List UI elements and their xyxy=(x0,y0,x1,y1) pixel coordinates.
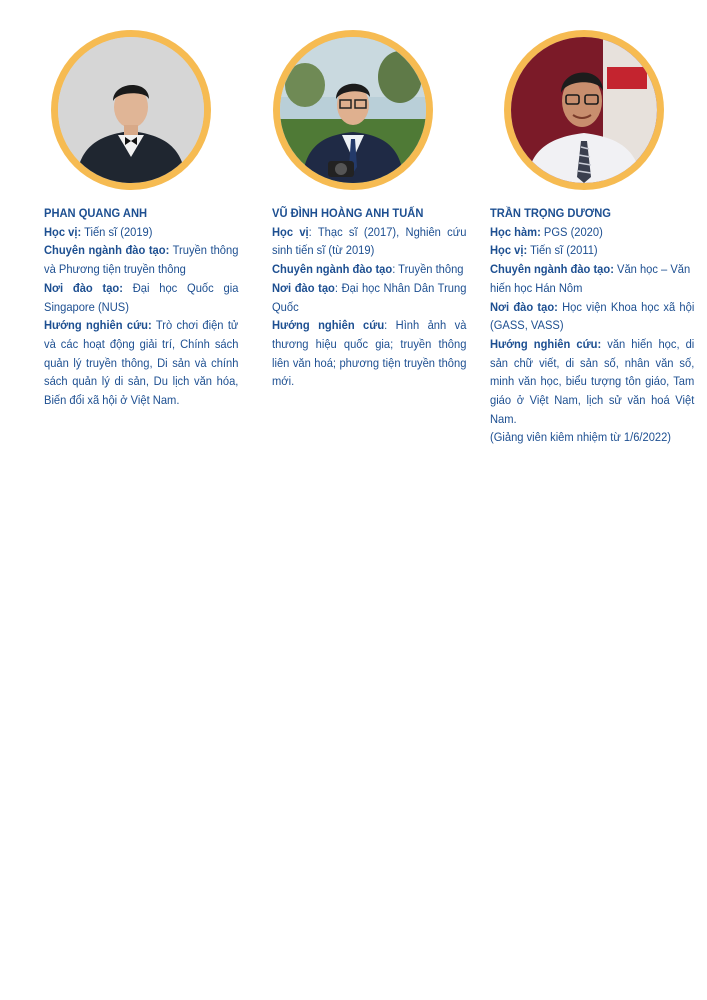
row-value: văn hiến học, di sản chữ viết, di sản số, nhân văn số, minh văn học, biểu tượng tôn giáo, Tam giáo ở Việt Nam, lịch sử văn hoá Việt Nam. xyxy=(490,336,695,426)
row-label: Chuyên ngành đào tạo: xyxy=(44,243,170,258)
person-name: VŨ ĐÌNH HOÀNG ANH TUẤN xyxy=(272,206,424,220)
row-value: Đại học Quốc gia Singapore (NUS) xyxy=(44,280,239,314)
profile-row xyxy=(490,241,694,260)
row-label: Học hàm: xyxy=(490,224,541,239)
profile-row xyxy=(272,279,466,316)
profile-row xyxy=(490,298,694,335)
profile-row xyxy=(272,316,466,391)
row-value: : Truyền thông xyxy=(392,262,464,277)
portrait-image xyxy=(280,37,426,183)
person-name: TRẦN TRỌNG DƯƠNG xyxy=(490,206,611,220)
profile-row xyxy=(490,223,694,242)
row-label: Học vị: xyxy=(490,243,528,258)
row-label: Nơi đào tạo xyxy=(272,280,335,295)
row-label: Nơi đào tạo: xyxy=(44,280,123,295)
row-value: Truyền thông và Phương tiện truyền thông xyxy=(44,243,239,277)
profile-row xyxy=(44,241,238,278)
row-label: Hướng nghiên cứu: xyxy=(44,318,152,333)
profile-column-3 xyxy=(490,204,694,447)
row-label: Chuyên ngành đào tạo xyxy=(272,262,393,277)
row-value: PGS (2020) xyxy=(540,224,603,239)
row-label: Hướng nghiên cứu: xyxy=(490,336,602,351)
row-value: Trò chơi điện tử và các hoạt động giải trí, Chính sách quản lý truyền thông, Di sản và chính sách quản lý di sản, Du lịch văn hóa, Biến đổi xã hội ở Việt Nam. xyxy=(44,318,239,408)
row-label: Học vị: xyxy=(44,224,82,239)
profile-column-2 xyxy=(272,204,466,391)
row-value: Văn học – Văn hiến học Hán Nôm xyxy=(490,262,691,295)
profile-row xyxy=(490,335,694,429)
profile-row xyxy=(44,279,238,316)
profile-row xyxy=(272,260,466,279)
row-label: Hướng nghiên cứu xyxy=(272,318,385,333)
row-label: Học vị xyxy=(272,224,309,239)
appointment-note: (Giảng viên kiêm nhiệm từ 1/6/2022) xyxy=(490,430,672,445)
profile-row xyxy=(44,223,238,242)
profile-row xyxy=(44,316,238,410)
row-value: : Đại học Nhân Dân Trung Quốc xyxy=(272,280,467,314)
profile-column-1 xyxy=(44,204,238,410)
profile-row xyxy=(490,260,694,297)
profile-row xyxy=(272,223,466,260)
row-label: Chuyên ngành đào tạo: xyxy=(490,262,614,277)
person-name: PHAN QUANG ANH xyxy=(44,206,148,220)
row-value: : Thạc sĩ (2017), Nghiên cứu sinh tiến sĩ (từ 2019) xyxy=(272,224,467,258)
row-value: Học viện Khoa học xã hội (GASS, VASS) xyxy=(490,299,695,333)
portrait-tran-trong-duong xyxy=(504,30,664,190)
portrait-image xyxy=(511,37,657,183)
row-label: Nơi đào tạo: xyxy=(490,299,558,314)
portrait-vu-dinh-hoang-anh-tuan xyxy=(273,30,433,190)
portrait-image xyxy=(58,37,204,183)
portrait-phan-quang-anh xyxy=(51,30,211,190)
row-value: Tiến sĩ (2011) xyxy=(527,243,598,258)
row-value: : Hình ảnh và thương hiệu quốc gia; truyền thông liên văn hoá; phương tiện truyền thông mới. xyxy=(272,318,467,389)
row-value: Tiến sĩ (2019) xyxy=(81,224,153,239)
